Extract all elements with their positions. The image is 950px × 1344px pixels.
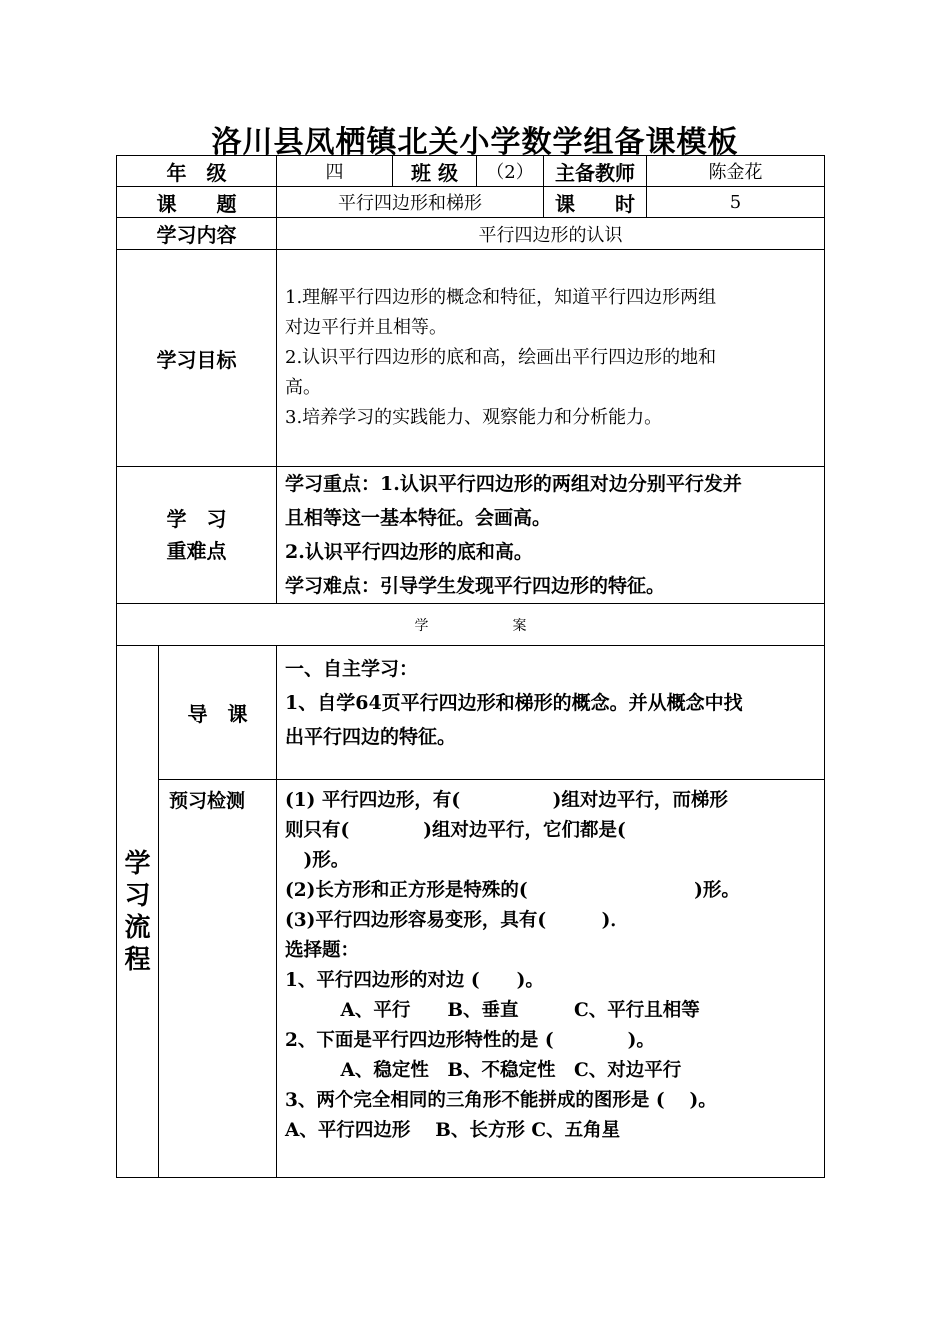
check-line: 3、两个完全相同的三角形不能拼成的图形是 ( )。 bbox=[285, 1090, 717, 1111]
check-line: (2)长方形和正方形是特殊的( )形。 bbox=[285, 880, 740, 901]
objectives-row bbox=[117, 250, 825, 467]
guide-line: 出平行四边的特征。 bbox=[285, 726, 457, 748]
key-point-line: 学习重点：1.认识平行四边形的两组对边分别平行发并 bbox=[285, 473, 742, 495]
key-points-label bbox=[117, 467, 277, 604]
check-line: 1、平行四边形的对边 ( )。 bbox=[285, 970, 544, 991]
check-row bbox=[117, 780, 825, 1178]
key-point-line: 2.认识平行四边形的底和高。 bbox=[285, 541, 533, 563]
objective-line: 3.培养学习的实践能力、观察能力和分析能力。 bbox=[285, 407, 663, 428]
check-line: 则只有( )组对边平行，它们都是( bbox=[285, 820, 626, 841]
header-row-grade bbox=[117, 156, 825, 187]
check-content bbox=[277, 780, 825, 1178]
header-row-topic bbox=[117, 187, 825, 218]
check-line: (1) 平行四边形，有( )组对边平行，而梯形 bbox=[285, 790, 728, 811]
flow-side-char: 程 bbox=[124, 944, 151, 975]
objectives-label: 学习目标 bbox=[117, 250, 277, 467]
key-points-label-line: 学 习 bbox=[166, 507, 227, 531]
topic-label: 课 题 bbox=[117, 187, 277, 218]
objective-line: 对边平行并且相等。 bbox=[285, 317, 447, 338]
content-value: 平行四边形的认识 bbox=[277, 218, 825, 250]
grade-label: 年 级 bbox=[117, 156, 277, 187]
check-line: A、平行四边形 B、长方形 C、五角星 bbox=[285, 1120, 621, 1141]
content-label: 学习内容 bbox=[117, 218, 277, 250]
objective-line: 1.理解平行四边形的概念和特征，知道平行四边形两组 bbox=[285, 287, 717, 308]
check-line: 2、下面是平行四边形特性的是 ( )。 bbox=[285, 1030, 655, 1051]
objective-line: 2.认识平行四边形的底和高，绘画出平行四边形的地和 bbox=[285, 347, 717, 368]
check-label: 预习检测 bbox=[159, 780, 277, 1178]
flow-side-char: 学 bbox=[124, 848, 151, 879]
key-points-row bbox=[117, 467, 825, 604]
guide-row bbox=[117, 646, 825, 780]
flow-side-char: 流 bbox=[124, 912, 151, 943]
flow-side-char: 习 bbox=[124, 880, 151, 911]
guide-label: 导 课 bbox=[159, 646, 277, 780]
guide-content bbox=[277, 646, 825, 780]
lesson-plan-table bbox=[116, 155, 825, 1178]
period-value: 5 bbox=[647, 187, 825, 218]
grade-value: 四 bbox=[277, 156, 393, 187]
plan-heading: 学 案 bbox=[117, 604, 825, 646]
teacher-label: 主备教师 bbox=[544, 156, 647, 187]
period-label: 课 时 bbox=[544, 187, 647, 218]
check-line: 选择题： bbox=[285, 940, 360, 961]
check-line: A、稳定性 B、不稳定性 C、对边平行 bbox=[285, 1060, 682, 1081]
objectives-content bbox=[277, 250, 825, 467]
key-point-line: 学习难点：引导学生发现平行四边形的特征。 bbox=[285, 575, 666, 597]
objective-line: 高。 bbox=[285, 377, 321, 398]
class-label: 班 级 bbox=[393, 156, 477, 187]
key-points-label-line: 重难点 bbox=[166, 539, 227, 563]
check-line: A、平行 B、垂直 C、平行且相等 bbox=[285, 1000, 700, 1021]
plan-heading-row bbox=[117, 604, 825, 646]
class-value: （2） bbox=[477, 156, 544, 187]
page-title: 洛川县凤栖镇北关小学数学组备课模板 bbox=[211, 125, 739, 160]
flow-side-label bbox=[117, 646, 159, 1178]
guide-line: 一、自主学习： bbox=[285, 658, 419, 680]
topic-value: 平行四边形和梯形 bbox=[277, 187, 544, 218]
guide-line: 1、自学64页平行四边形和梯形的概念。并从概念中找 bbox=[285, 692, 743, 714]
key-points-content bbox=[277, 467, 825, 604]
teacher-value: 陈金花 bbox=[647, 156, 825, 187]
key-point-line: 且相等这一基本特征。会画高。 bbox=[285, 507, 552, 529]
header-row-content bbox=[117, 218, 825, 250]
check-line: (3)平行四边形容易变形，具有( )． bbox=[285, 910, 629, 931]
check-line: )形。 bbox=[285, 850, 350, 871]
